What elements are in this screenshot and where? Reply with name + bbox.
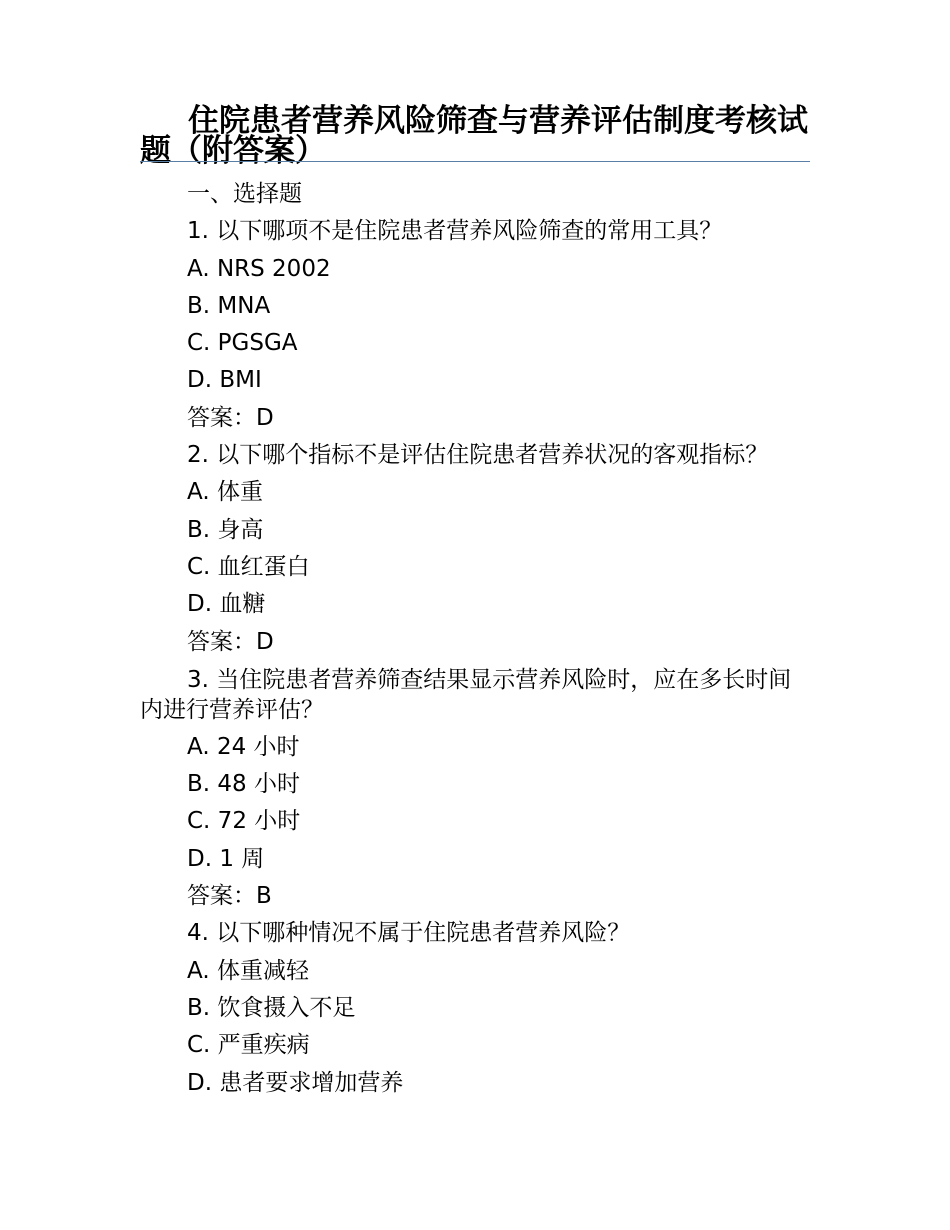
question-option: A. 24 小时 <box>187 733 300 760</box>
section-heading: 一、选择题 <box>187 181 302 207</box>
question-option: B. 饮食摄入不足 <box>187 994 356 1021</box>
question-option: C. 血红蛋白 <box>187 553 310 580</box>
question-stem: 3. 当住院患者营养筛查结果显示营养风险时，应在多长时间内进行营养评估？ <box>140 666 792 723</box>
question-option: C. 72 小时 <box>187 808 301 835</box>
question-answer: 答案：D <box>187 404 274 431</box>
question-option: D. 1 周 <box>187 845 265 872</box>
question-stem: 4. 以下哪种情况不属于住院患者营养风险？ <box>187 920 631 947</box>
question-answer: 答案：D <box>187 628 274 655</box>
question-option: D. 血糖 <box>187 591 266 618</box>
question-answer: 答案：B <box>187 883 272 910</box>
document-body <box>140 176 810 1102</box>
question-option: A. 体重 <box>187 479 263 506</box>
question-option: C. PGSGA <box>187 330 298 357</box>
question-stem: 1. 以下哪项不是住院患者营养风险筛查的常用工具？ <box>187 218 723 245</box>
question-option: A. NRS 2002 <box>187 255 331 282</box>
question-option: C. 严重疾病 <box>187 1032 310 1059</box>
title-underline <box>140 161 810 162</box>
question-option: A. 体重减轻 <box>187 957 309 984</box>
question-option: B. 48 小时 <box>187 771 300 798</box>
question-option: D. 患者要求增加营养 <box>187 1069 404 1096</box>
question-option: B. 身高 <box>187 516 264 543</box>
question-stem: 2. 以下哪个指标不是评估住院患者营养状况的客观指标？ <box>187 442 769 469</box>
document-title: 住院患者营养风险筛查与营养评估制度考核试题（附答案） <box>140 103 808 169</box>
question-option: B. MNA <box>187 292 271 319</box>
question-option: D. BMI <box>187 367 262 394</box>
